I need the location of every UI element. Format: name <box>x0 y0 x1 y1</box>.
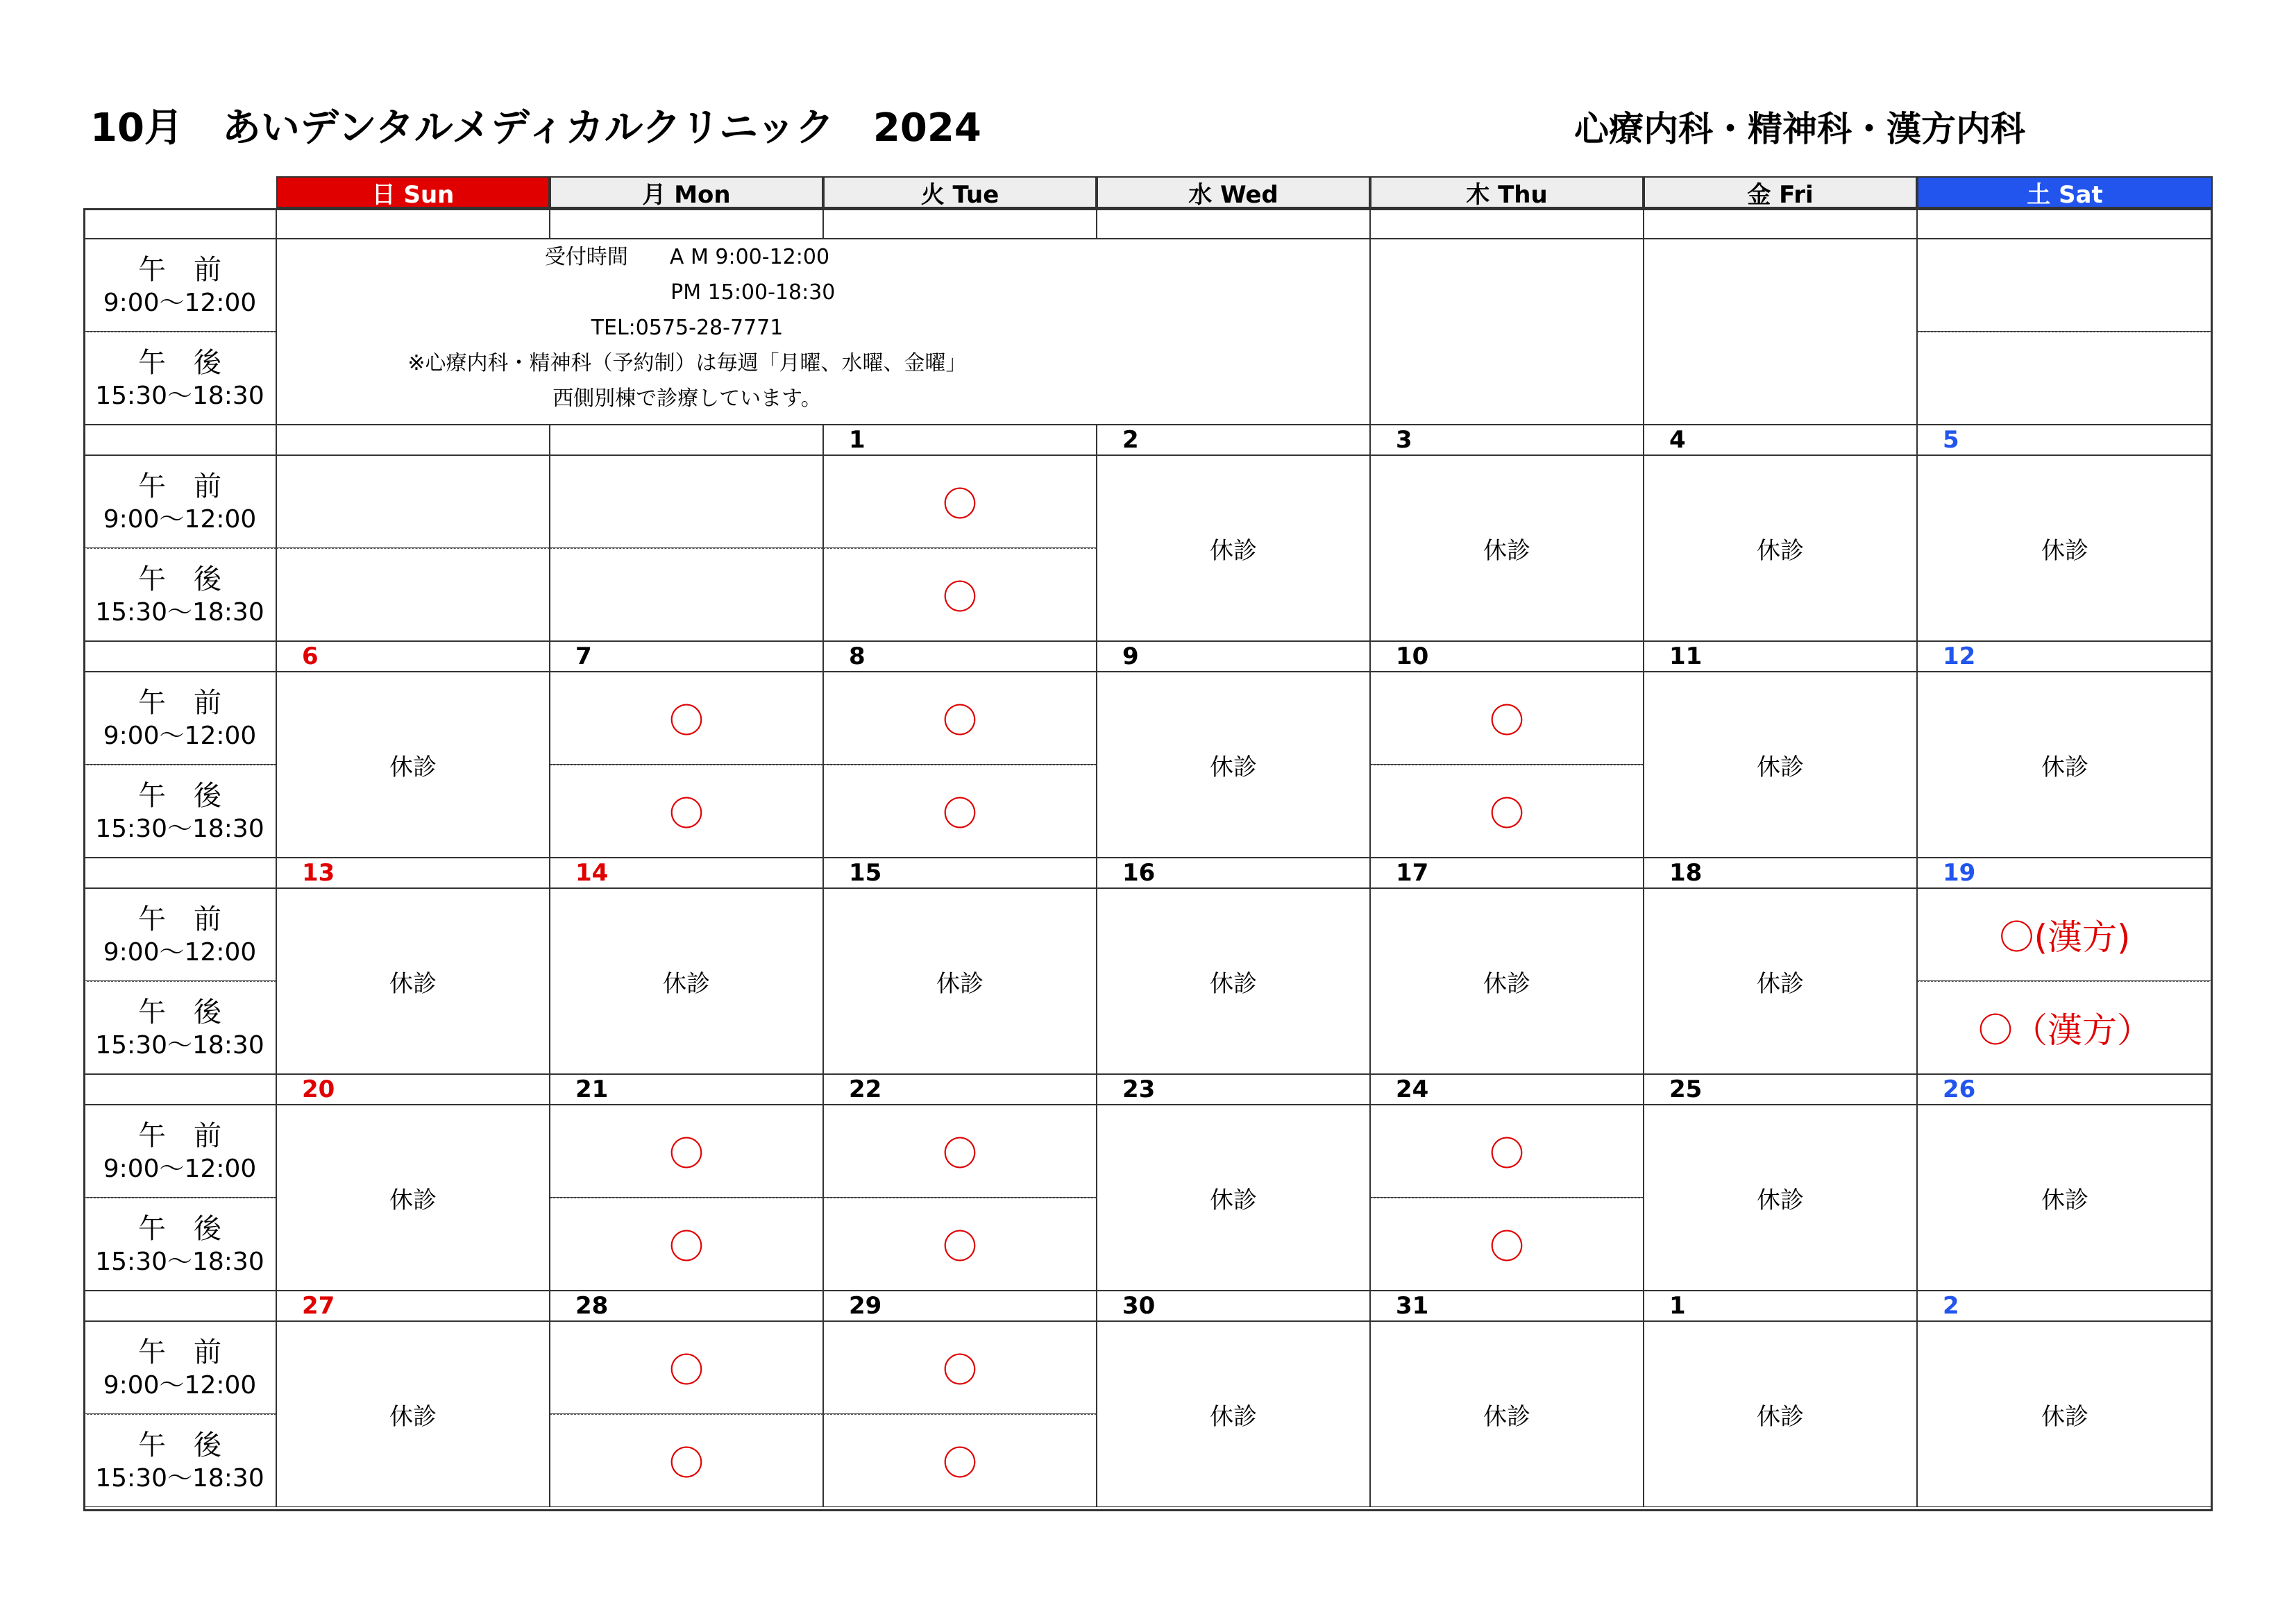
open-mark: 〇（漢方） <box>1978 1010 2152 1051</box>
day-number: 4 <box>1644 425 1917 455</box>
morning-slot <box>823 672 1097 765</box>
day-number: 23 <box>1097 1074 1370 1105</box>
page-title: 10月 あいデンタルメディカルクリニック 2024 <box>90 105 981 151</box>
open-mark: 〇(漢方) <box>1999 917 2131 958</box>
open-mark: 〇 <box>943 577 977 618</box>
weekday-header: 土 Sat <box>1917 176 2213 208</box>
open-mark: 〇 <box>943 1350 977 1391</box>
day-number: 2 <box>1097 425 1370 455</box>
closed-cell <box>1644 1105 1917 1291</box>
afternoon-hours: 15:30～18:30 <box>95 1463 264 1493</box>
open-mark: 〇 <box>1489 1134 1524 1174</box>
morning-slot <box>550 1105 823 1198</box>
empty-day-header <box>276 208 550 239</box>
closed-cell <box>1097 672 1370 858</box>
day-number: 30 <box>1097 1291 1370 1321</box>
day-number: 13 <box>276 858 550 888</box>
open-mark: 〇 <box>943 701 977 741</box>
day-number: 7 <box>550 641 823 672</box>
day-number <box>550 425 823 455</box>
closed-label: 休診 <box>1210 1402 1257 1431</box>
closed-cell <box>1917 672 2213 858</box>
open-mark: 〇 <box>943 484 977 525</box>
afternoon-slot <box>550 765 823 858</box>
morning-hours: 9:00～12:00 <box>103 1370 257 1400</box>
closed-label: 休診 <box>389 1186 437 1214</box>
empty-day-header <box>550 208 823 239</box>
day-number: 3 <box>1370 425 1644 455</box>
weekday-header: 月 Mon <box>550 176 823 208</box>
closed-cell <box>1917 455 2213 641</box>
departments-title: 心療内科・精神科・漢方内科 <box>1574 109 2025 149</box>
day-number: 1 <box>823 425 1097 455</box>
morning-slot <box>550 672 823 765</box>
notice-line: TEL:0575-28-7771 <box>591 316 784 340</box>
open-mark: 〇 <box>943 1227 977 1267</box>
morning-hours: 9:00～12:00 <box>103 937 257 967</box>
day-number: 10 <box>1370 641 1644 672</box>
day-number: 9 <box>1097 641 1370 672</box>
closed-label: 休診 <box>1483 969 1530 998</box>
afternoon-slot <box>550 548 823 641</box>
closed-cell <box>1644 1321 1917 1507</box>
notice-line: 受付時間 A M 9:00-12:00 <box>544 245 830 269</box>
closed-cell <box>550 888 823 1074</box>
closed-label: 休診 <box>389 969 437 998</box>
afternoon-hours-cell <box>83 981 276 1074</box>
closed-cell <box>1644 455 1917 641</box>
notice-line: 西側別棟で診療しています。 <box>552 386 822 411</box>
closed-cell <box>276 1321 550 1507</box>
afternoon-label: 午 後 <box>138 346 221 379</box>
morning-slot <box>1917 888 2213 981</box>
morning-slot <box>550 1321 823 1414</box>
day-number: 1 <box>1644 1291 1917 1321</box>
morning-hours-cell <box>83 1321 276 1414</box>
day-number: 25 <box>1644 1074 1917 1105</box>
weekday-header: 水 Wed <box>1097 176 1370 208</box>
afternoon-hours-cell <box>83 1414 276 1507</box>
weekday-header: 金 Fri <box>1644 176 1917 208</box>
afternoon-hours-cell <box>83 548 276 641</box>
afternoon-hours: 15:30～18:30 <box>95 381 264 410</box>
morning-slot <box>276 455 550 548</box>
open-mark: 〇 <box>669 1350 704 1391</box>
open-mark: 〇 <box>1489 1227 1524 1267</box>
closed-label: 休診 <box>2041 1186 2088 1214</box>
afternoon-slot <box>1917 981 2213 1074</box>
closed-label: 休診 <box>389 1402 437 1431</box>
day-number: 8 <box>823 641 1097 672</box>
time-spacer <box>83 1074 276 1105</box>
closed-cell <box>1097 455 1370 641</box>
closed-cell <box>276 888 550 1074</box>
closed-cell <box>1097 1105 1370 1291</box>
afternoon-hours: 15:30～18:30 <box>95 814 264 843</box>
day-number: 5 <box>1917 425 2213 455</box>
day-number: 16 <box>1097 858 1370 888</box>
closed-cell <box>1097 1321 1370 1507</box>
open-mark: 〇 <box>943 1134 977 1174</box>
day-number: 22 <box>823 1074 1097 1105</box>
day-number: 24 <box>1370 1074 1644 1105</box>
open-mark: 〇 <box>669 701 704 741</box>
morning-slot <box>823 455 1097 548</box>
empty-day-header <box>823 208 1097 239</box>
closed-label: 休診 <box>1210 536 1257 565</box>
afternoon-slot <box>1370 1198 1644 1291</box>
closed-label: 休診 <box>1757 969 1804 998</box>
closed-label: 休診 <box>389 753 437 781</box>
afternoon-hours-cell <box>83 1198 276 1291</box>
closed-label: 休診 <box>2041 753 2088 781</box>
closed-cell <box>276 1105 550 1291</box>
closed-label: 休診 <box>1757 753 1804 781</box>
morning-label: 午 前 <box>138 686 221 719</box>
morning-hours: 9:00～12:00 <box>103 1154 257 1183</box>
day-number: 28 <box>550 1291 823 1321</box>
closed-cell <box>1370 1321 1644 1507</box>
closed-cell <box>1917 1105 2213 1291</box>
day-number: 26 <box>1917 1074 2213 1105</box>
day-number: 11 <box>1644 641 1917 672</box>
closed-cell <box>1097 888 1370 1074</box>
morning-hours-cell <box>83 888 276 981</box>
afternoon-label: 午 後 <box>138 1212 221 1245</box>
open-mark: 〇 <box>1489 794 1524 834</box>
closed-label: 休診 <box>1210 969 1257 998</box>
empty-cell <box>1644 239 1917 425</box>
closed-cell <box>1917 1321 2213 1507</box>
open-mark: 〇 <box>669 1443 704 1484</box>
closed-label: 休診 <box>1483 1402 1530 1431</box>
afternoon-slot <box>823 1414 1097 1507</box>
closed-label: 休診 <box>1757 536 1804 565</box>
closed-label: 休診 <box>1210 1186 1257 1214</box>
day-number: 2 <box>1917 1291 2213 1321</box>
closed-cell <box>276 672 550 858</box>
closed-label: 休診 <box>1210 753 1257 781</box>
closed-cell <box>823 888 1097 1074</box>
notice-line: PM 15:00-18:30 <box>539 280 836 305</box>
morning-slot <box>823 1105 1097 1198</box>
closed-cell <box>1370 455 1644 641</box>
weekday-header: 火 Tue <box>823 176 1097 208</box>
day-number: 6 <box>276 641 550 672</box>
open-mark: 〇 <box>669 1227 704 1267</box>
empty-cell <box>1370 239 1644 425</box>
afternoon-slot <box>823 548 1097 641</box>
time-spacer <box>83 1291 276 1321</box>
morning-label: 午 前 <box>138 1119 221 1152</box>
empty-cell <box>1917 239 2213 332</box>
morning-hours-cell <box>83 1105 276 1198</box>
empty-day-header <box>1097 208 1370 239</box>
closed-cell <box>1370 888 1644 1074</box>
empty-day-header <box>1370 208 1644 239</box>
day-number: 31 <box>1370 1291 1644 1321</box>
day-number: 17 <box>1370 858 1644 888</box>
open-mark: 〇 <box>669 794 704 834</box>
afternoon-hours: 15:30～18:30 <box>95 597 264 627</box>
day-number: 12 <box>1917 641 2213 672</box>
afternoon-label: 午 後 <box>138 779 221 812</box>
morning-label: 午 前 <box>138 903 221 935</box>
day-number: 18 <box>1644 858 1917 888</box>
weekday-header: 日 Sun <box>276 176 550 208</box>
open-mark: 〇 <box>669 1134 704 1174</box>
time-spacer <box>83 208 276 239</box>
afternoon-label: 午 後 <box>138 996 221 1028</box>
afternoon-hours: 15:30～18:30 <box>95 1030 264 1060</box>
morning-slot <box>823 1321 1097 1414</box>
morning-label: 午 前 <box>138 1336 221 1368</box>
morning-hours: 9:00～12:00 <box>103 288 257 317</box>
notice-line: ※心療内科・精神科（予約制）は毎週「月曜、水曜、金曜」 <box>407 351 967 375</box>
closed-label: 休診 <box>2041 536 2088 565</box>
empty-day-header <box>1644 208 1917 239</box>
day-number: 15 <box>823 858 1097 888</box>
day-number: 14 <box>550 858 823 888</box>
afternoon-slot <box>550 1198 823 1291</box>
closed-cell <box>1644 888 1917 1074</box>
empty-day-header <box>1917 208 2213 239</box>
afternoon-slot <box>823 1198 1097 1291</box>
closed-cell <box>1644 672 1917 858</box>
time-spacer <box>83 641 276 672</box>
morning-hours-cell <box>83 455 276 548</box>
morning-slot <box>550 455 823 548</box>
day-number: 19 <box>1917 858 2213 888</box>
weekday-header: 木 Thu <box>1370 176 1644 208</box>
open-mark: 〇 <box>943 794 977 834</box>
open-mark: 〇 <box>1489 701 1524 741</box>
afternoon-slot <box>550 1414 823 1507</box>
afternoon-label: 午 後 <box>138 1429 221 1461</box>
afternoon-slot <box>1370 765 1644 858</box>
morning-hours-cell <box>83 672 276 765</box>
afternoon-slot <box>823 765 1097 858</box>
afternoon-hours: 15:30～18:30 <box>95 1247 264 1276</box>
closed-label: 休診 <box>1757 1186 1804 1214</box>
day-number: 29 <box>823 1291 1097 1321</box>
afternoon-label: 午 後 <box>138 563 221 595</box>
morning-label: 午 前 <box>138 253 221 286</box>
morning-hours: 9:00～12:00 <box>103 721 257 750</box>
morning-slot <box>1370 1105 1644 1198</box>
morning-label: 午 前 <box>138 470 221 502</box>
closed-label: 休診 <box>663 969 710 998</box>
closed-label: 休診 <box>936 969 984 998</box>
day-number: 21 <box>550 1074 823 1105</box>
time-spacer <box>83 858 276 888</box>
empty-cell <box>1917 332 2213 425</box>
open-mark: 〇 <box>943 1443 977 1484</box>
day-number <box>276 425 550 455</box>
time-spacer <box>83 425 276 455</box>
closed-label: 休診 <box>1483 536 1530 565</box>
day-number: 27 <box>276 1291 550 1321</box>
afternoon-hours-cell <box>83 765 276 858</box>
morning-slot <box>1370 672 1644 765</box>
reception-notice <box>194 239 1180 416</box>
closed-label: 休診 <box>1757 1402 1804 1431</box>
morning-hours: 9:00～12:00 <box>103 504 257 534</box>
day-number: 20 <box>276 1074 550 1105</box>
closed-label: 休診 <box>2041 1402 2088 1431</box>
afternoon-slot <box>276 548 550 641</box>
